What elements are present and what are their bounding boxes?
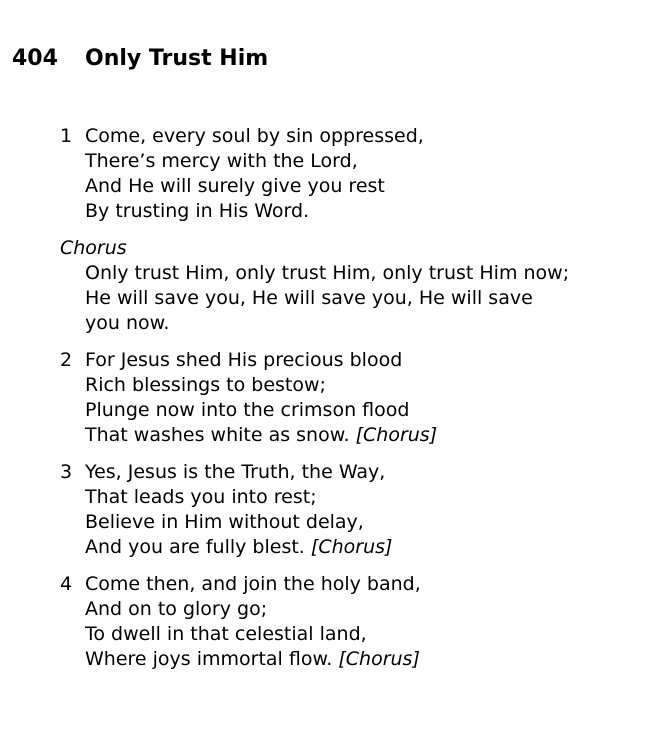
verse-4 [60,572,650,672]
hymn-number: 404 [12,46,58,71]
verse-line-last [85,423,650,448]
chorus-reference: [Chorus] [310,536,393,558]
chorus [60,236,650,336]
verse-number: 4 [60,573,73,595]
verse-line: Come then, and join the holy band, [85,573,421,595]
chorus-line: He will save you, He will save you, He will save you now. [85,287,533,334]
verse-lines [85,460,650,560]
verse-line: Come, every soul by sin oppressed, [85,125,424,147]
verse-lines [85,572,650,672]
verse-line: Yes, Jesus is the Truth, the Way, [85,461,386,483]
chorus-lines [60,261,570,336]
verse-line: There’s mercy with the Lord, [85,150,358,172]
verse-line: Believe in Him without delay, [85,511,364,533]
verse-line-text: That washes white as snow. [85,424,350,446]
verse-line: To dwell in that celestial land, [85,623,367,645]
verse-line-text: And you are fully blest. [85,536,305,558]
hymn-body [60,124,650,684]
verse-2 [60,348,650,448]
verse-line-text: Where joys immortal flow. [85,648,333,670]
verse-line: And on to glory go; [85,598,268,620]
verse-line: For Jesus shed His precious blood [85,349,403,371]
chorus-label: Chorus [60,237,127,259]
verse-lines [85,348,650,448]
chorus-line: Only trust Him, only trust Him, only trust Him now; [85,262,570,284]
verse-line: Plunge now into the crimson flood [85,399,410,421]
verse-lines [85,124,650,224]
verse-3 [60,460,650,560]
verse-line-last [85,535,650,560]
verse-line: By trusting in His Word. [85,200,310,222]
chorus-reference: [Chorus] [355,424,438,446]
verse-line: That leads you into rest; [85,486,317,508]
verse-1 [60,124,650,224]
verse-line: And He will surely give you rest [85,175,385,197]
verse-number: 3 [60,461,73,483]
verse-line-last [85,647,650,672]
hymn-heading [12,44,268,74]
verse-number: 1 [60,125,73,147]
verse-number: 2 [60,349,73,371]
hymn-title: Only Trust Him [85,46,269,71]
chorus-reference: [Chorus] [338,648,420,670]
verse-line: Rich blessings to bestow; [85,374,326,396]
